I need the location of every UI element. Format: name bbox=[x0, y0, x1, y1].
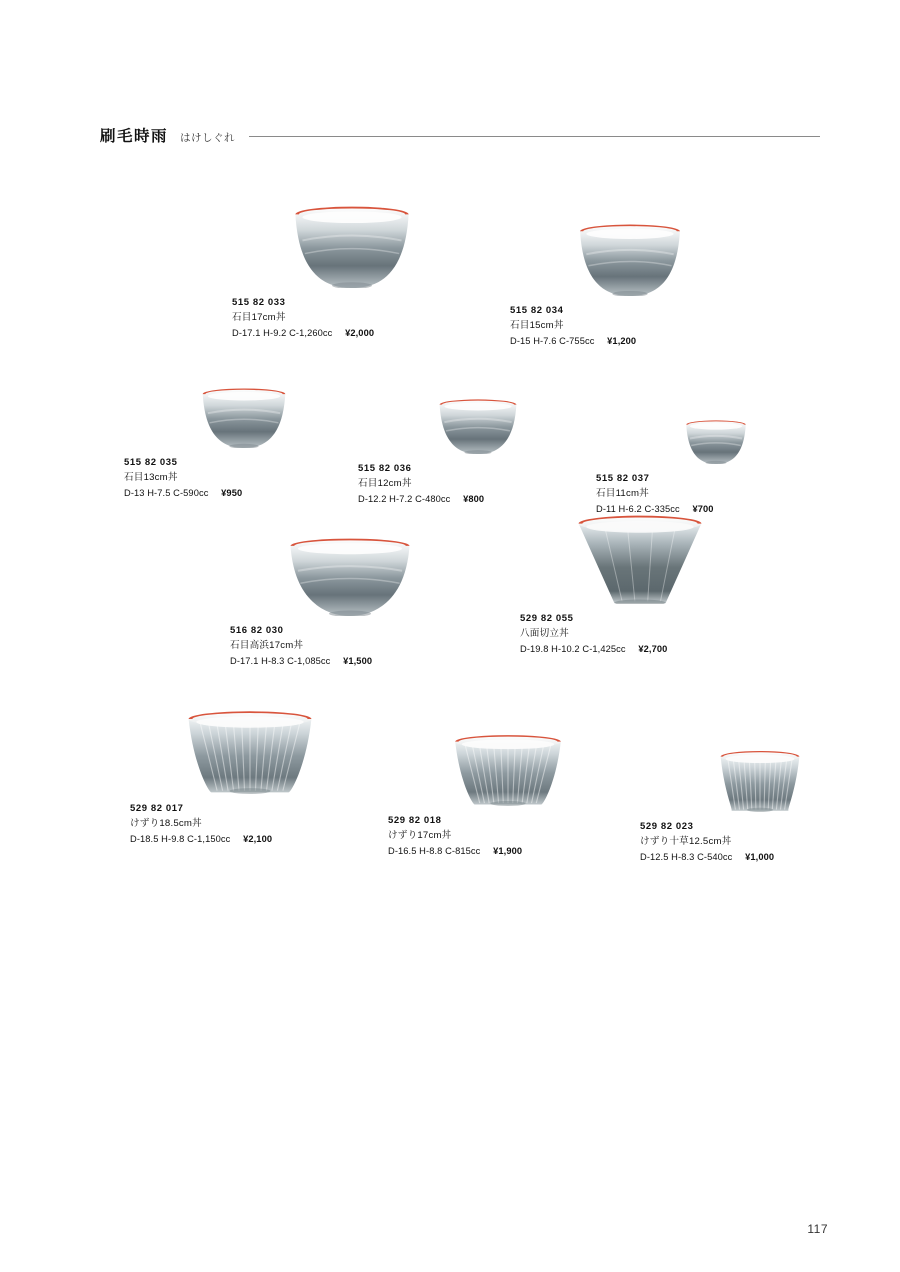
product-photo bbox=[596, 368, 836, 464]
product-spec bbox=[510, 334, 750, 348]
product-spec bbox=[358, 492, 598, 506]
product-name: 石目17cm丼 bbox=[232, 311, 286, 323]
bowl-illustration bbox=[288, 538, 412, 616]
product-name: 石目15cm丼 bbox=[510, 319, 564, 331]
product-photo bbox=[124, 352, 364, 448]
page-number: 117 bbox=[807, 1222, 828, 1236]
product-photo bbox=[230, 520, 470, 616]
product-code: 529 82 017 bbox=[130, 803, 184, 814]
bowl-illustration bbox=[186, 710, 314, 794]
product-photo bbox=[130, 698, 370, 794]
product-spec bbox=[232, 326, 472, 340]
product-item bbox=[232, 192, 472, 340]
product-photo bbox=[388, 710, 628, 806]
product-price: ¥800 bbox=[463, 493, 485, 504]
product-photo bbox=[232, 192, 472, 288]
product-item bbox=[596, 368, 836, 516]
bowl-illustration bbox=[578, 224, 682, 296]
product-price: ¥1,200 bbox=[607, 335, 637, 346]
product-code: 515 82 037 bbox=[596, 473, 650, 484]
product-caption bbox=[510, 304, 750, 348]
product-dimensions: D-12.2 H-7.2 C-480cc bbox=[358, 493, 451, 504]
product-item bbox=[358, 358, 598, 506]
product-photo bbox=[520, 508, 760, 604]
product-code: 529 82 023 bbox=[640, 821, 694, 832]
product-item bbox=[640, 716, 880, 864]
product-price: ¥2,100 bbox=[243, 833, 273, 844]
bowl-illustration bbox=[576, 514, 704, 604]
product-code: 516 82 030 bbox=[230, 625, 284, 636]
product-name: 石目12cm丼 bbox=[358, 477, 412, 489]
product-dimensions: D-15 H-7.6 C-755cc bbox=[510, 335, 595, 346]
product-item bbox=[130, 698, 370, 846]
product-price: ¥1,900 bbox=[493, 845, 523, 856]
product-dimensions: D-13 H-7.5 C-590cc bbox=[124, 487, 209, 498]
product-code: 515 82 035 bbox=[124, 457, 178, 468]
product-name: けずり17cm丼 bbox=[388, 829, 452, 841]
product-caption bbox=[520, 612, 760, 656]
product-caption bbox=[130, 802, 370, 846]
product-caption bbox=[640, 820, 880, 864]
bowl-illustration bbox=[293, 206, 411, 288]
product-dimensions: D-16.5 H-8.8 C-815cc bbox=[388, 845, 481, 856]
product-spec bbox=[230, 654, 470, 668]
product-caption bbox=[230, 624, 470, 668]
product-caption bbox=[232, 296, 472, 340]
product-name: 石目高浜17cm丼 bbox=[230, 639, 304, 651]
product-code: 515 82 033 bbox=[232, 297, 286, 308]
product-price: ¥2,000 bbox=[345, 327, 375, 338]
product-photo bbox=[358, 358, 598, 454]
product-spec bbox=[520, 642, 760, 656]
product-name: 石目11cm丼 bbox=[596, 487, 649, 499]
product-dimensions: D-17.1 H-8.3 C-1,085cc bbox=[230, 655, 331, 666]
product-name: けずり十草12.5cm丼 bbox=[640, 835, 732, 847]
product-item bbox=[388, 710, 628, 858]
product-code: 515 82 036 bbox=[358, 463, 412, 474]
product-name: 八面切立丼 bbox=[520, 627, 569, 639]
product-spec bbox=[130, 832, 370, 846]
product-item bbox=[520, 508, 760, 656]
product-code: 529 82 018 bbox=[388, 815, 442, 826]
product-price: ¥1,000 bbox=[745, 851, 775, 862]
product-price: ¥1,500 bbox=[343, 655, 373, 666]
product-price: ¥700 bbox=[692, 503, 714, 514]
product-dimensions: D-19.8 H-10.2 C-1,425cc bbox=[520, 643, 626, 654]
bowl-illustration bbox=[438, 399, 518, 454]
product-code: 515 82 034 bbox=[510, 305, 564, 316]
product-price: ¥2,700 bbox=[638, 643, 668, 654]
product-caption bbox=[124, 456, 364, 500]
bowl-illustration bbox=[719, 750, 801, 812]
product-item bbox=[124, 352, 364, 500]
product-name: けずり18.5cm丼 bbox=[130, 817, 202, 829]
product-caption bbox=[358, 462, 598, 506]
page-subtitle: はけしぐれ bbox=[180, 132, 236, 144]
product-caption bbox=[388, 814, 628, 858]
bowl-illustration bbox=[453, 734, 563, 806]
bowl-illustration bbox=[685, 420, 747, 464]
product-photo bbox=[640, 716, 880, 812]
product-price: ¥950 bbox=[221, 487, 243, 498]
product-dimensions: D-11 H-6.2 C-335cc bbox=[596, 503, 680, 514]
product-spec bbox=[640, 850, 880, 864]
product-dimensions: D-17.1 H-9.2 C-1,260cc bbox=[232, 327, 333, 338]
product-item bbox=[230, 520, 470, 668]
header-divider bbox=[249, 136, 820, 137]
product-dimensions: D-18.5 H-9.8 C-1,150cc bbox=[130, 833, 231, 844]
product-item bbox=[510, 200, 750, 348]
product-code: 529 82 055 bbox=[520, 613, 574, 624]
product-spec bbox=[388, 844, 628, 858]
product-spec bbox=[124, 486, 364, 500]
product-dimensions: D-12.5 H-8.3 C-540cc bbox=[640, 851, 733, 862]
section-header bbox=[100, 124, 820, 152]
bowl-illustration bbox=[201, 388, 287, 448]
page-title: 刷毛時雨 bbox=[100, 128, 169, 145]
product-photo bbox=[510, 200, 750, 296]
product-name: 石目13cm丼 bbox=[124, 471, 178, 483]
